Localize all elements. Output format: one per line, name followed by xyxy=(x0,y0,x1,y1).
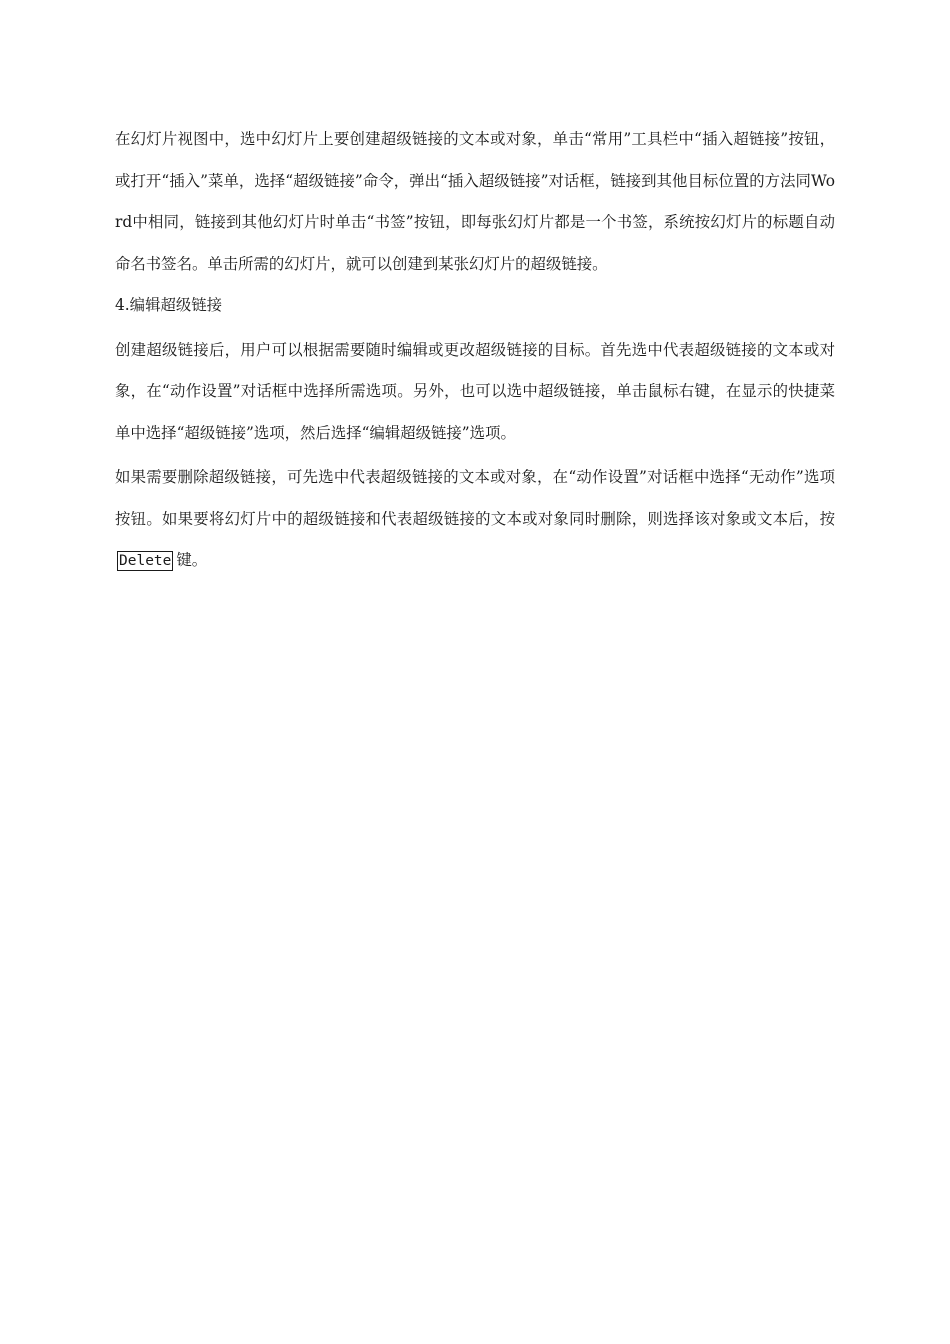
delete-text-after-key: 键。 xyxy=(176,551,208,569)
delete-key-label: Delete xyxy=(119,553,172,569)
paragraph-create-hyperlink: 在幻灯片视图中，选中幻灯片上要创建超级链接的文本或对象，单击“常用”工具栏中“插入超链接”按钮，或打开“插入”菜单，选择“超级链接”命令，弹出“插入超级链接”对话框，链接到其他目标位置的方法同Word中相同，链接到其他幻灯片时单击“书签”按钮，即每张幻灯片都是一个书签，系统按幻灯片的标题自动命名书签名。单击所需的幻灯片，就可以创建到某张幻灯片的超级链接。 xyxy=(115,130,835,273)
paragraph-edit-hyperlink: 创建超级链接后，用户可以根据需要随时编辑或更改超级链接的目标。首先选中代表超级链接的文本或对象，在“动作设置”对话框中选择所需选项。另外，也可以选中超级链接，单击鼠标右键，在显示的快捷菜单中选择“超级链接”选项，然后选择“编辑超级链接”选项。 xyxy=(115,340,835,442)
delete-text-before-key: 如果需要删除超级链接，可先选中代表超级链接的文本或对象，在“动作设置”对话框中选择“无动作”选项按钮。如果要将幻灯片中的超级链接和代表超级链接的文本或对象同时删除，则选择该对象或文本后，按 xyxy=(115,468,835,528)
section-heading-edit-hyperlink: 4.编辑超级链接 xyxy=(115,296,223,314)
document-body xyxy=(115,119,835,582)
paragraph-delete-hyperlink xyxy=(115,457,835,582)
